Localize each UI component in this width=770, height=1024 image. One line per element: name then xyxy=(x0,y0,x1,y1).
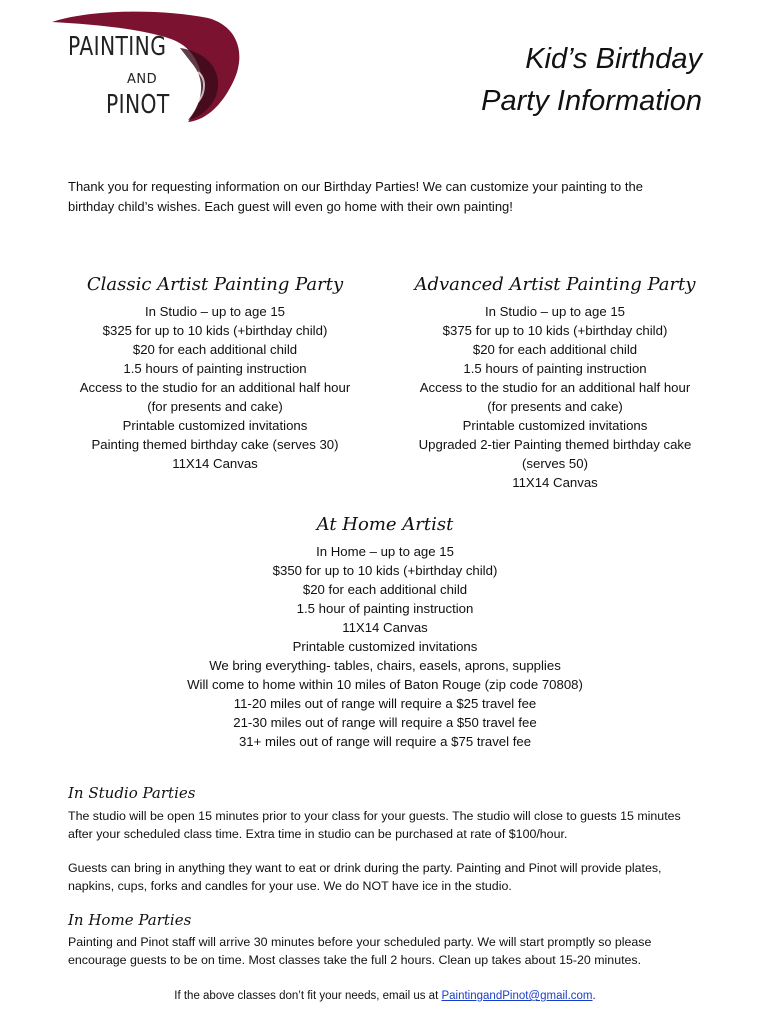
logo-word-painting: PAINTING xyxy=(68,32,167,62)
package-line: $325 for up to 10 kids (+birthday child) xyxy=(102,323,328,338)
package-line: 11-20 miles out of range will require a $25 travel fee xyxy=(233,696,537,711)
email-link[interactable]: PaintingandPinot@gmail.com xyxy=(441,990,593,1002)
package-line: (for presents and cake) xyxy=(147,399,283,414)
classic-heading: Classic Artist Painting Party xyxy=(86,274,344,295)
footer-note xyxy=(0,990,770,1002)
logo xyxy=(48,8,248,126)
package-line: 11X14 Canvas xyxy=(172,456,258,471)
title-line-1: Kid’s Birthday xyxy=(525,43,702,75)
package-line: 11X14 Canvas xyxy=(512,475,598,490)
package-line: Upgraded 2-tier Painting themed birthday cake xyxy=(418,437,692,452)
home-heading: At Home Artist xyxy=(316,514,454,535)
page-title xyxy=(481,38,702,122)
package-line: $20 for each additional child xyxy=(472,342,638,357)
package-line: 21-30 miles out of range will require a $50 travel fee xyxy=(233,715,537,730)
paragraph-line: Guests can bring in anything they want to eat or drink during the party. Painting and Pinot will provide plates, xyxy=(68,861,662,875)
studio-parties-paragraph-2 xyxy=(68,860,718,895)
home-package xyxy=(135,510,635,751)
package-line: In Studio – up to age 15 xyxy=(144,304,286,319)
studio-parties-paragraph-1 xyxy=(68,808,718,843)
package-line: 1.5 hours of painting instruction xyxy=(123,361,307,376)
package-line: Printable customized invitations xyxy=(122,418,308,433)
package-line: Printable customized invitations xyxy=(292,639,478,654)
footer-text: If the above classes don’t fit your needs, email us at xyxy=(174,990,442,1002)
paragraph-line: after your scheduled class time. Extra time in studio can be purchased at rate of $100/hour. xyxy=(68,826,568,841)
studio-parties-heading: In Studio Parties xyxy=(68,784,196,802)
logo-word-and: AND xyxy=(127,72,158,87)
package-line: 1.5 hour of painting instruction xyxy=(296,601,474,616)
paragraph-line: Painting and Pinot staff will arrive 30 minutes before your scheduled party. We will start promptly so please xyxy=(68,935,652,949)
package-line: $350 for up to 10 kids (+birthday child) xyxy=(272,563,498,578)
package-line: Will come to home within 10 miles of Baton Rouge (zip code 70808) xyxy=(187,677,583,692)
home-parties-heading: In Home Parties xyxy=(68,911,192,929)
package-line: 31+ miles out of range will require a $75 travel fee xyxy=(238,734,532,749)
paragraph-line: napkins, cups, forks and candles for your use. We do NOT have ice in the studio. xyxy=(68,878,512,893)
package-line: In Studio – up to age 15 xyxy=(484,304,626,319)
package-line: $20 for each additional child xyxy=(302,582,468,597)
paragraph-line: encourage guests to be on time. Most classes take the full 2 hours. Clean up takes about 15-20 minutes. xyxy=(68,952,642,967)
package-line: (serves 50) xyxy=(522,456,588,471)
advanced-heading: Advanced Artist Painting Party xyxy=(414,274,696,295)
package-line: In Home – up to age 15 xyxy=(316,544,454,559)
intro-paragraph xyxy=(68,177,718,217)
package-line: (for presents and cake) xyxy=(487,399,623,414)
classic-package xyxy=(50,270,380,473)
paragraph-line: The studio will be open 15 minutes prior to your class for your guests. The studio will close to guests 15 minutes xyxy=(68,809,681,823)
package-line: Access to the studio for an additional half hour xyxy=(79,380,351,395)
intro-line: birthday child’s wishes. Each guest will even go home with their own painting! xyxy=(68,199,513,214)
package-line: Access to the studio for an additional half hour xyxy=(419,380,691,395)
title-line-2: Party Information xyxy=(481,85,702,117)
home-parties-paragraph xyxy=(68,934,718,969)
package-line: 1.5 hours of painting instruction xyxy=(463,361,647,376)
logo-word-pinot: PINOT xyxy=(106,90,170,120)
package-line: $20 for each additional child xyxy=(132,342,298,357)
footer-end: . xyxy=(592,990,596,1002)
package-line: $375 for up to 10 kids (+birthday child) xyxy=(442,323,668,338)
intro-line: Thank you for requesting information on our Birthday Parties! We can customize your painting to the xyxy=(68,179,643,194)
package-line: 11X14 Canvas xyxy=(342,620,428,635)
advanced-package xyxy=(390,270,720,492)
package-line: We bring everything- tables, chairs, easels, aprons, supplies xyxy=(209,658,561,673)
package-line: Printable customized invitations xyxy=(462,418,648,433)
package-line: Painting themed birthday cake (serves 30) xyxy=(91,437,339,452)
